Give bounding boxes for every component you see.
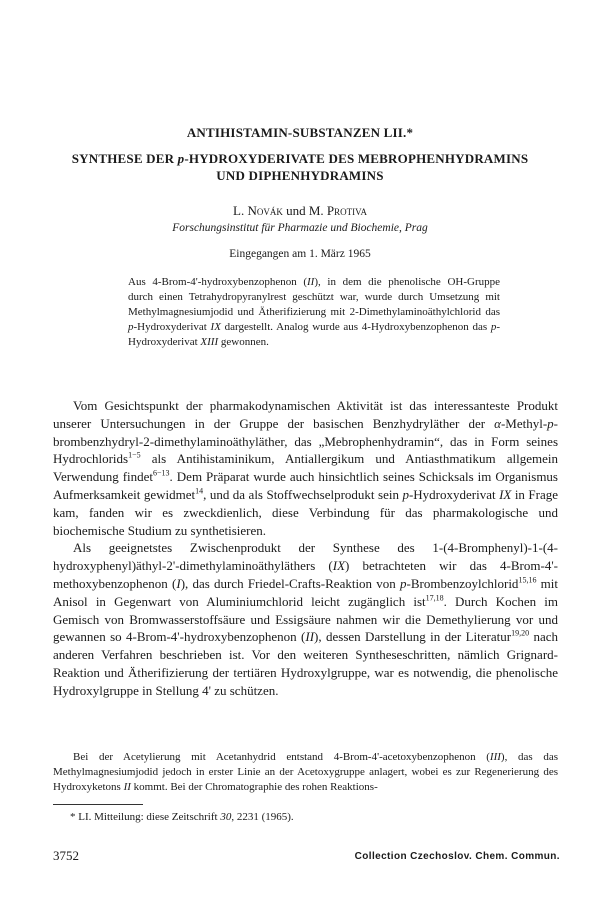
author2-name: Protiva xyxy=(326,203,367,218)
paragraph-2: Als geeignetstes Zwischenprodukt der Synthese des 1-(4-Bromphenyl)-1-(4-hydroxyphenyl)äthyl-2'-dimethylaminoäthyläthers (IX) betrachteten wir das 4-Brom-4'-methoxybenzophenon (I), das durch Friedel-Crafts-Reaktion von p-Brombenzoylchlorid$^{15,16}$ mit Anisol in Gegenwart von Aluminiumchlorid leicht zugänglich ist$^{17,18}$. Durch Kochen im Gemisch von Bromwasserstoffsäure und Essigsäure nahmen wir die Demethylierung vor und gewannen so 4-Brom-4'-hydroxybenzophenon (II), dessen Darstellung in der Literatur$^{19,20}$ nach anderen Verfahren beschrieben ist. Vor den weiteren Syntheseschritten, nämlich Grignard-Reaktion und Ätherifizierung der tertiären Hydroxylgruppe, war es notwendig, die phenolische Hydroxylgruppe in Stellung 4' zu schützen. xyxy=(53,540,559,698)
footnote-divider xyxy=(53,804,143,805)
small-print-paragraph xyxy=(53,750,558,795)
authors xyxy=(0,203,600,219)
title-text-2: -HYDROXYDERIVATE DES MEBROPHENHYDRAMINS xyxy=(184,151,529,166)
author-conjunction: und M. xyxy=(282,203,327,218)
journal-name: Collection Czechoslov. Chem. Commun. xyxy=(354,851,560,862)
page-number: 3752 xyxy=(53,848,79,863)
title-text-1: SYNTHESE DER xyxy=(71,151,178,166)
citation: 17,18 xyxy=(425,593,444,603)
citation: 6−13 xyxy=(153,468,170,478)
citation: 1−5 xyxy=(128,451,141,461)
citation: 19,20 xyxy=(511,629,530,639)
title-text-3: UND DIPHENHYDRAMINS xyxy=(216,168,384,183)
footnote: * LI. Mitteilung: diese Zeitschrift 30, 2231 (1965). xyxy=(70,811,294,823)
abstract: Aus 4-Brom-4'-hydroxybenzophenon (II), in dem die phenolische OH-Gruppe durch einen Tetrahydropyranylrest geschützt war, wurde durch Umsetzung mit Methylmagnesiumjodid und Ätherifizierung mit 2-Dimethylaminoäthylchlorid das p-Hydroxyderivat IX dargestellt. Analog wurde aus 4-Hydroxybenzophenon das p-Hydroxyderivat XIII gewonnen. xyxy=(128,276,500,348)
institute: Forschungsinstitut für Pharmazie und Biochemie, Prag xyxy=(172,222,428,234)
citation: 15,16 xyxy=(518,575,537,585)
citation: 14 xyxy=(195,486,204,496)
article-title xyxy=(30,150,570,184)
body-text xyxy=(53,397,558,700)
article-title-series: ANTIHISTAMIN-SUBSTANZEN LII.* xyxy=(186,125,414,140)
paragraph-1: Vom Gesichtspunkt der pharmakodynamischen Aktivität ist das interessanteste Produkt unserer Untersuchungen in der Gruppe der basischen Benzhydryläther der α-Methyl-p-brombenzhydryl-2-dimethylaminoäthyläther, das „Mebrophenhydramin“, das in Form seines Hydrochlorids$^{1-5}$ als Antihistaminikum, Antiallergikum und Antiasthmatikum allgemein Verwendung findet$^{6-13}$. Dem Präparat wurde auch hinsichtlich seines Schicksals im Organismus Aufmerksamkeit gewidmet$^{14}$, und da als Stoffwechselprodukt sein p-Hydroxyderivat IX in Frage kam, fanden wir es zweckdienlich, diese Verbindung für das pharmakologische und biochemische Studium zu synthetisieren. xyxy=(53,398,559,538)
title-para-prefix: p xyxy=(177,151,185,166)
author1-initial: L. xyxy=(233,203,248,218)
paragraph-3: Bei der Acetylierung mit Acetanhydrid entstand 4-Brom-4'-acetoxybenzophenon (III), das das Methylmagnesiumjodid jedoch in erster Linie an der Acetoxygruppe anlagert, wobei es zur Regenerierung des Hydroxyketons II kommt. Bei der Chromatographie des rohen Reaktions- xyxy=(53,751,558,793)
received-date: Eingegangen am 1. März 1965 xyxy=(229,248,371,260)
author1-name: Novák xyxy=(247,203,283,218)
